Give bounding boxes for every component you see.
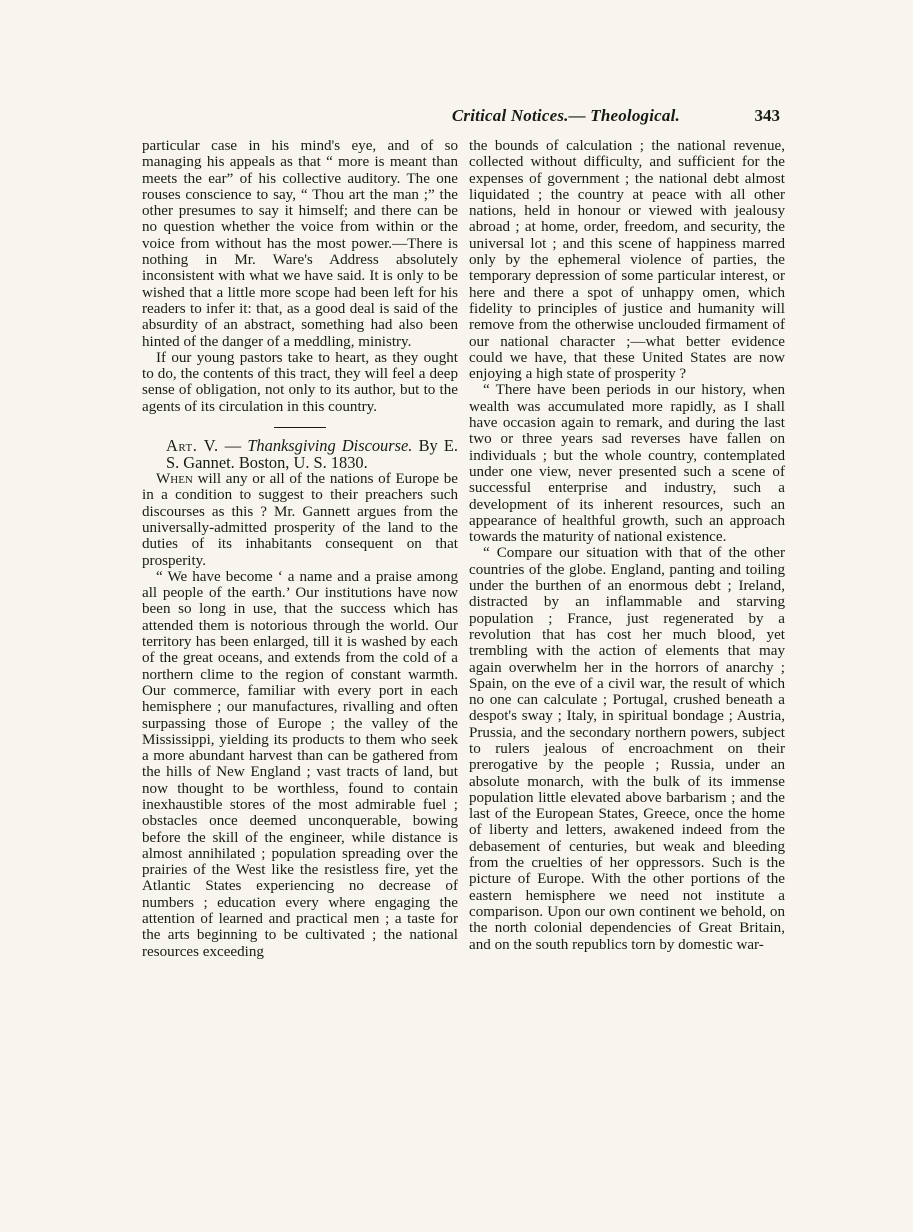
left-column (142, 138, 458, 960)
page-number: 343 (754, 106, 780, 125)
paragraph: particular case in his mind's eye, and of so managing his appeals as that “ more is meant than meets the ear” of his collective auditory. The one rouses conscience to say, “ Thou art the man ;” the other presumes to say it himself; and there can be no question whether the voice from within or the voice from without has the most power.—There is nothing in Mr. Ware's Address absolutely inconsistent with what we have said. It is only to be wished that a little more scope had been left for his readers to infer it: that, as a good deal is said of the absurdity of an abstract, something had also been hinted of the danger of a meddling, ministry. (142, 138, 458, 350)
right-column (469, 138, 785, 953)
paragraph: the bounds of calculation ; the national revenue, collected without difficulty, and sufficient for the expenses of government ; the national debt almost liquidated ; the country at peace with all other nations, held in honour or viewed with jealousy abroad ; at home, order, freedom, and security, the universal lot ; and this scene of happiness marred only by the ephemeral violence of parties, the temporary depression of some particular interest, or here and there a spot of unhappy omen, which fidelity to principles of justice and humanity will remove from the otherwise unclouded firmament of our national character ;—what better evidence could we have, that these United States are now enjoying a high state of prosperity ? (469, 138, 785, 383)
paragraph: “ Compare our situation with that of the other countries of the globe. England, panting and toiling under the burthen of an enormous debt ; Ireland, distracted by an inflammable and starving population ; France, just regenerated by a revolution that has cost her much blood, yet trembling with the action of elements that may again overwhelm her in the horrors of anarchy ; Spain, on the eve of a civil war, the result of which no one can calculate ; Portugal, crushed beneath a despot's sway ; Italy, in spiritual bondage ; Austria, Prussia, and the secondary northern powers, subject to rulers jealous of encroachment on their prerogative by the people ; Russia, under an absolute monarch, with the bulk of its immense population little elevated above barbarism ; and the last of the European States, Greece, once the home of liberty and letters, awakened indeed from the debasement of centuries, but weak and bleeding from the cruelties of her oppressors. Such is the picture of Europe. With the other portions of the eastern hemisphere we need not institute a comparison. Upon our own continent we behold, on the north colonial dependencies of Great Britain, and on the south republics torn by domestic war- (469, 545, 785, 953)
paragraph: If our young pastors take to heart, as they ought to do, the contents of this tract, they will feel a deep sense of obligation, not only to its author, but to the agents of its circulation in this country. (142, 349, 458, 415)
paragraph: “ There have been periods in our history, when wealth was accumulated more rapidly, as I shall have occasion again to remark, and during the last two or three years sad reverses have fallen on individuals ; but the whole country, contemplated under one view, never presented such a scene of successful enterprise and industry, such a development of its inherent resources, such an appearance of healthful growth, such an approach towards the maturity of national existence. (469, 382, 785, 546)
paragraph (142, 471, 458, 569)
article-title: Thanksgiving Discourse. (247, 436, 413, 456)
section-divider (142, 415, 458, 437)
paragraph: “ We have become ‘ a name and a praise among all people of the earth.’ Our institutions have now been so long in use, that the success which has attended them is notorious through the world. Our territory has been enlarged, till it is washed by each of the great oceans, and extends from the cold of a northern clime to the region of constant warmth. Our commerce, familiar with every port in each hemisphere ; our manufactures, rivalling and often surpassing those of Europe ; the valley of the Mississippi, yielding its products to them who seek a more abundant harvest than can be gathered from the hills of New England ; vast tracts of land, but now thought to be worthless, found to contain inexhaustible stores of the most admirable fuel ; obstacles once deemed unconquerable, bowing before the skill of the engineer, while distance is almost annihilated ; population spreading over the prairies of the West like the resistless fire, yet the Atlantic States experiencing no decrease of numbers ; education every where engaging the attention of learned and practical men ; a taste for the arts beginning to be cultivated ; the national resources exceeding (142, 568, 458, 960)
running-head (140, 106, 780, 130)
article-label: Art. V. (166, 436, 219, 456)
lead-word: When (156, 471, 193, 488)
divider-rule (274, 427, 326, 428)
running-title: Critical Notices.— Theological. (451, 106, 680, 125)
paragraph-text: will any or all of the nations of Europe be in a condition to suggest to their preachers such discourses as this ? Mr. Gannett argues from the universally-admitted prosperity of the land to the duties of its inhabitants consequent on that prosperity. (142, 471, 458, 569)
article-heading (142, 437, 458, 471)
article-dash: — (218, 436, 248, 456)
article-byline: By E. S. Gannet. Boston, U. S. 1830. (166, 436, 458, 473)
